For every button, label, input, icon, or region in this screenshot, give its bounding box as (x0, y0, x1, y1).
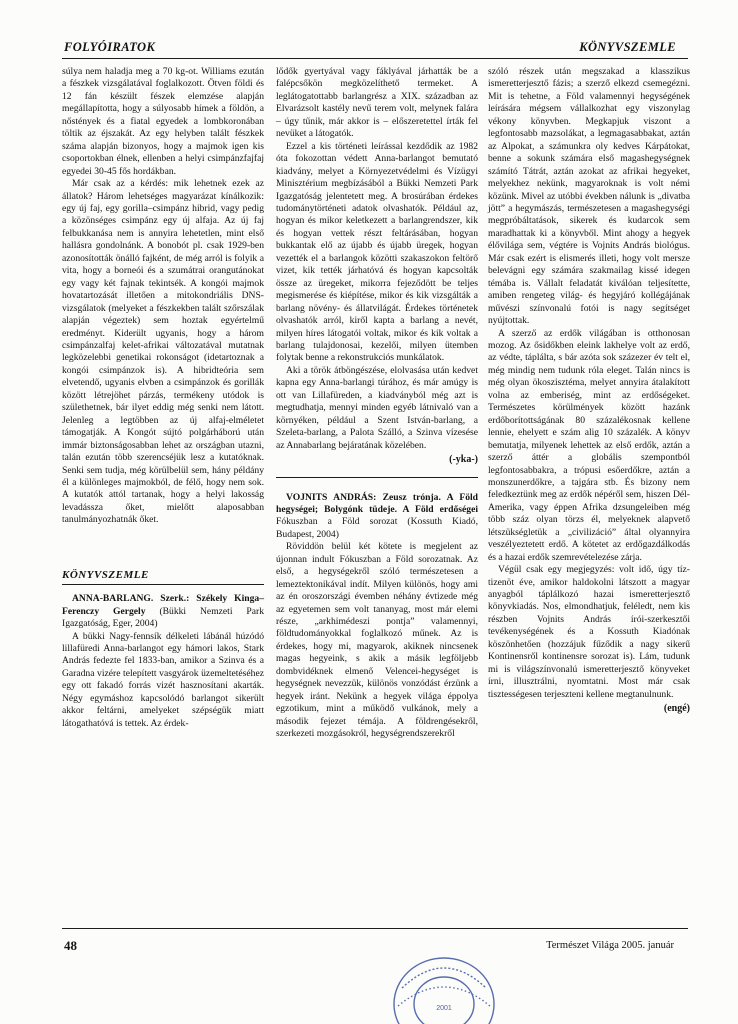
header-rule (62, 58, 688, 59)
page-number: 48 (64, 938, 77, 953)
header-right-section: KÖNYVSZEMLE (579, 40, 676, 54)
journal-issue: Természet Világa 2005. január (546, 940, 674, 951)
header-left-section: FOLYÓIRATOK (64, 40, 156, 54)
col1-paragraph-2: Már csak az a kérdés: mik lehetnek ezek az állatok? Három lehetséges magyarázat kínálkozik: egy új faj, egy gorilla–csimpánz hibrid, vagy pedig a közönséges csimpánz egy új alfaja. Az új faj felbukkanása nem is annyira lehetetlen, mint első hallásra gondolnánk. A bonobót pl. csak 1929-ben azonosították önálló fajként, de még arról is folyik a vita, hogy a borneói és a szumátrai orangutánokat egy vagy két fajnak tekintsék. A kongói majmok hovatartozását illetően a mitokondriális DNS-vizsgálatok (melyeket a fészkekben talált szőrszálak alapján végeztek) sem hoztak egyértelmű eredményt. Kiderült ugyanis, hogy a három csimpánzalfaj kelet-afrikai változatával mutatnak legközelebbi genetikai rokonságot (idetartoznak a kongói csimpánzok is). A hibridteória sem elvetendő, ugyanis elvben a csimpánzok és gorillák között létrejöhet párzás, termékeny utódok is születhetnek, bár ilyet eddig még senki nem látott. Jelenleg a legtöbben az új alfaj-elméletet támogatják. A Kongót sújtó polgárháború után immár biztonságosabban lehet az országban utazni, talán ezután több szerencséjük lesz a kutatóknak. Senki sem tudja, még körülbelül sem, hány példány él a különleges majmokból, de félő, hogy nem sok. A kutatók attól tartanak, hogy a helyi lakosság levadássza őket, mielőtt alaposabban tanulmányozhatnák őket. (62, 178, 264, 526)
book-2-title-text: VOJNITS ANDRÁS: Zeusz trónja. A Föld hegységei; Bolygónk tüdeje. A Föld erdőségei (276, 491, 478, 515)
section-label-konyvszemle: KÖNYVSZEMLE (62, 568, 149, 581)
section-rule (62, 584, 264, 585)
col3-paragraph-3: Végül csak egy megjegyzés: volt idő, úgy tíz-tizenöt éve, amikor haldokolni látszott a magyar anyagból táplálkozó hazai ismeretterjesztő könyvkiadás. Nos, elmondhatjuk, feléledt, nem kis részben Vojnits András írói-szerkesztői tevékenységének és a Kossuth Kiadónak köszönhetően (hozzájuk fűződik a nagy sikerű Kontinensről kontinensre sorozat is). Lám, tudunk mi is világszínvonalú ismeretterjesztő könyveket írni, illusztrálni, nyomtatni. Most már csak tisztességesen terjeszteni kellene megtanulnunk. (488, 564, 690, 700)
col1-paragraph-1: súlya nem haladja meg a 70 kg-ot. Williams ezután a fészkek vizsgálatával foglalkozott. Ötven földi és 12 fán készült fészek elemzése alapján megállapította, hogy a súlyosabb hímek a földön, a nőstények és a fiatal egyedek a lombkoronában töltik az éjszakát. Az egy helyben talált fészkek száma alapján bizonyos, hogy a majmok igen kis csoportokban élnek, ellenben a helyi csimpánzfajfaj egyedei 30-45 fős hordákban. (62, 66, 264, 177)
review-2-signature: (engé) (663, 703, 690, 715)
book-1-publisher: (Bükki Nemzeti Park Igazgatóság, Eger, 2004) (62, 605, 264, 630)
review-1-signature: (-yka-) (449, 454, 478, 466)
column-1 (62, 66, 264, 730)
column-3 (488, 66, 690, 716)
footer-rule (62, 928, 688, 929)
review-separator-rule (276, 477, 478, 478)
col2-paragraph-1: lődők gyertyával vagy fáklyával járhatták be a falépcsőkön megközelíthető termeket. A leglátogatottabb barlangrész a XIX. században az Elvarázsolt kastély nevű terem volt, melynek falára – úgy tűnik, már akkor is – előszeretettel írták fel nevüket a látogatók. (276, 66, 478, 140)
col3-paragraph-1: szóló részek után megszakad a klasszikus ismeretterjesztő fázis; a szerző elkezd csemegézni. Mit is tehetne, a Föld valamennyi hegységének leírására mégsem vállalkozhat egy viszonylag vékony könyvben. Megkapjuk viszont a legfontosabb mazsolákat, a legmagasabbakat, aztán az Alpokat, a számunkra oly kedves Kárpátokat, benne a sokunk számára első magashegységnek számító Tátrát, aztán azokat az afrikai hegyeket, melyekhez nekünk, magyaroknak is volt némi közünk. Mivel az utóbbi években nálunk is „divatba jött” a hegymászás, természetesen a magashegységi megpróbáltatások, sikerek és kudarcok sem maradhattak ki a könyvből. Mint ahogy a hegyek élővilága sem, végtére is Vojnits András biológus. Már csak ezért is elismerés illeti, hogy volt mersze belevágni egy számára szakmailag kissé idegen témába is. Vállalt feladatát kiválóan teljesítette, amiben rengeteg világ- és hegyjáró kollégájának művészi színvonalú fotói is nagy segítséget nyújtottak. (488, 66, 690, 327)
stamp-year: 2001 (436, 1005, 452, 1012)
col2-paragraph-3: Aki a török átböngészése, elolvasása után kedvet kapna egy Anna-barlangi túrához, és már amúgy is ott van Lillafüreden, a kiadványból még azt is megtudhatja, mennyi minden egyéb látnivaló van a környéken, például a Szent István-barlang, a Szeleta-barlang, a Palota Szálló, a Szinva vízesése az Annabarlang bejáratának közelében. (276, 364, 478, 451)
library-stamp (388, 948, 496, 1024)
col2-paragraph-2: Ezzel a kis történeti leírással kezdődik az 1982 óta fokozottan védett Anna-barlangot bemutató kiadvány, melyet a Környezetvédelmi és Vízügyi Minisztérium megbízásából a Bükki Nemzeti Park Igazgatóság jelentetett meg. A brosúrában érdekes tudománytörténeti adatok olvashatók. Például az, hogyan és mikor keletkezett a barlangrendszer, kik és hogyan vettek részt feltárásában, hogyan bukkantak elő az újabb és újabb üregek, hogyan vezették el a barlangok közötti szakaszokon feltörő vizet, kik tették járhatóvá és hogyan kapcsolták össze az üregeket, mikorra fejeződött be teljes megismerése és kiépítése, mikor és kik vizsgálták a barlang növény- és állatvilágát. Érdekes történetek olvashatók arról, kiről kapta a barlang a nevét, milyen híres látogatói voltak, mikor és kik voltak a barlang tulajdonosai, kezelői, milyen ütemben folytak benne a rekonstrukciós munkálatok. (276, 140, 478, 364)
book-2-publisher: Fókuszban a Föld sorozat (Kossuth Kiadó, Budapest, 2004) (276, 516, 478, 540)
book-review-2-title (276, 492, 478, 542)
book-1-title-text: ANNA-BARLANG. Szerk.: Székely Kinga–Ferenczy Gergely (62, 593, 264, 617)
column-2 (276, 66, 478, 741)
col3-paragraph-2: A szerző az erdők világában is otthonosan mozog. Az ősidőkben eleink lakhelye volt az erdő, az védte, táplálta, s bár azóta sok százezer év telt el, még mindig nem tudunk róla eleget. Talán nincs is még olyan ökoszisztéma, melyet annyira átalakított volna az emberiség, mint az erdőségeket. Természetes körülmények között hazánk erdőborítottságának 80 százalékosnak kellene lennie, ehelyett e szám alig 10 százalék. A könyv bemutatja, milyenek lehettek az első erdők, aztán a szerző áttér a globális szempontból legfontosabbakra, a trópusi esőerdőkre, aztán a monszunerdőkre, a tajgára stb. És bizony nem feledkeztünk meg az erdők népéről sem, hiszen Dél-Amerika, vagy éppen Afrika dzsungeleiben még több száz olyan törzs él, melyeknek alapvető létszükségletük a „civilizáció” által olyannyira veszélyeztetett erdő. A kötetet az erdőgazdálkodás és a hazai erdők szemrevételezése zárja. (488, 327, 690, 563)
book-review-1-title (62, 593, 264, 630)
col1-paragraph-3: A bükki Nagy-fennsík délkeleti lábánál húzódó lillafüredi Anna-barlangot egy hámori lakos, Stark András fedezte fel 1833-ban, amikor a Szinva és a Garadna vizére telepített vasgyárok üzemeltetéséhez egy ott fakadó forrás vizét hasznosítani akarták. Négy egymáshoz kapcsolódó barlangot sikerült akkor feltárni, amelyeket szépségük miatt látogathatóvá is tettek. Az érdek- (62, 630, 264, 729)
col2-paragraph-4: Röviddön belül két kötete is megjelent az újonnan indult Fókuszban a Föld sorozatnak. Az első, a hegységekről szóló természetesen a lemeztektonikával indít. Milyen különös, hogy ami az én oroszországi évemben néhány évtizede még az egyetemen sem volt tananyag, most már elemi része, „arkhimédeszi pontja” valamennyi, földtudományokkal foglalkozó műnek. Az is érdekes, hogy mi, magyarok, akiknek nincsenek magas hegyeink, s akik a másik legföljebb dombvidéknek elmenő Velencei-hegységet is hegységnek nevezzük, különös vonzódást érzünk a hegyek iránt. Nekünk a hegyek világa éppolya egzotikum, mint a működő vulkánok, mely a második fejezet témája. A földrengésekről, szerkezeti mozgásokról, hegységrendszerekről (276, 541, 478, 740)
